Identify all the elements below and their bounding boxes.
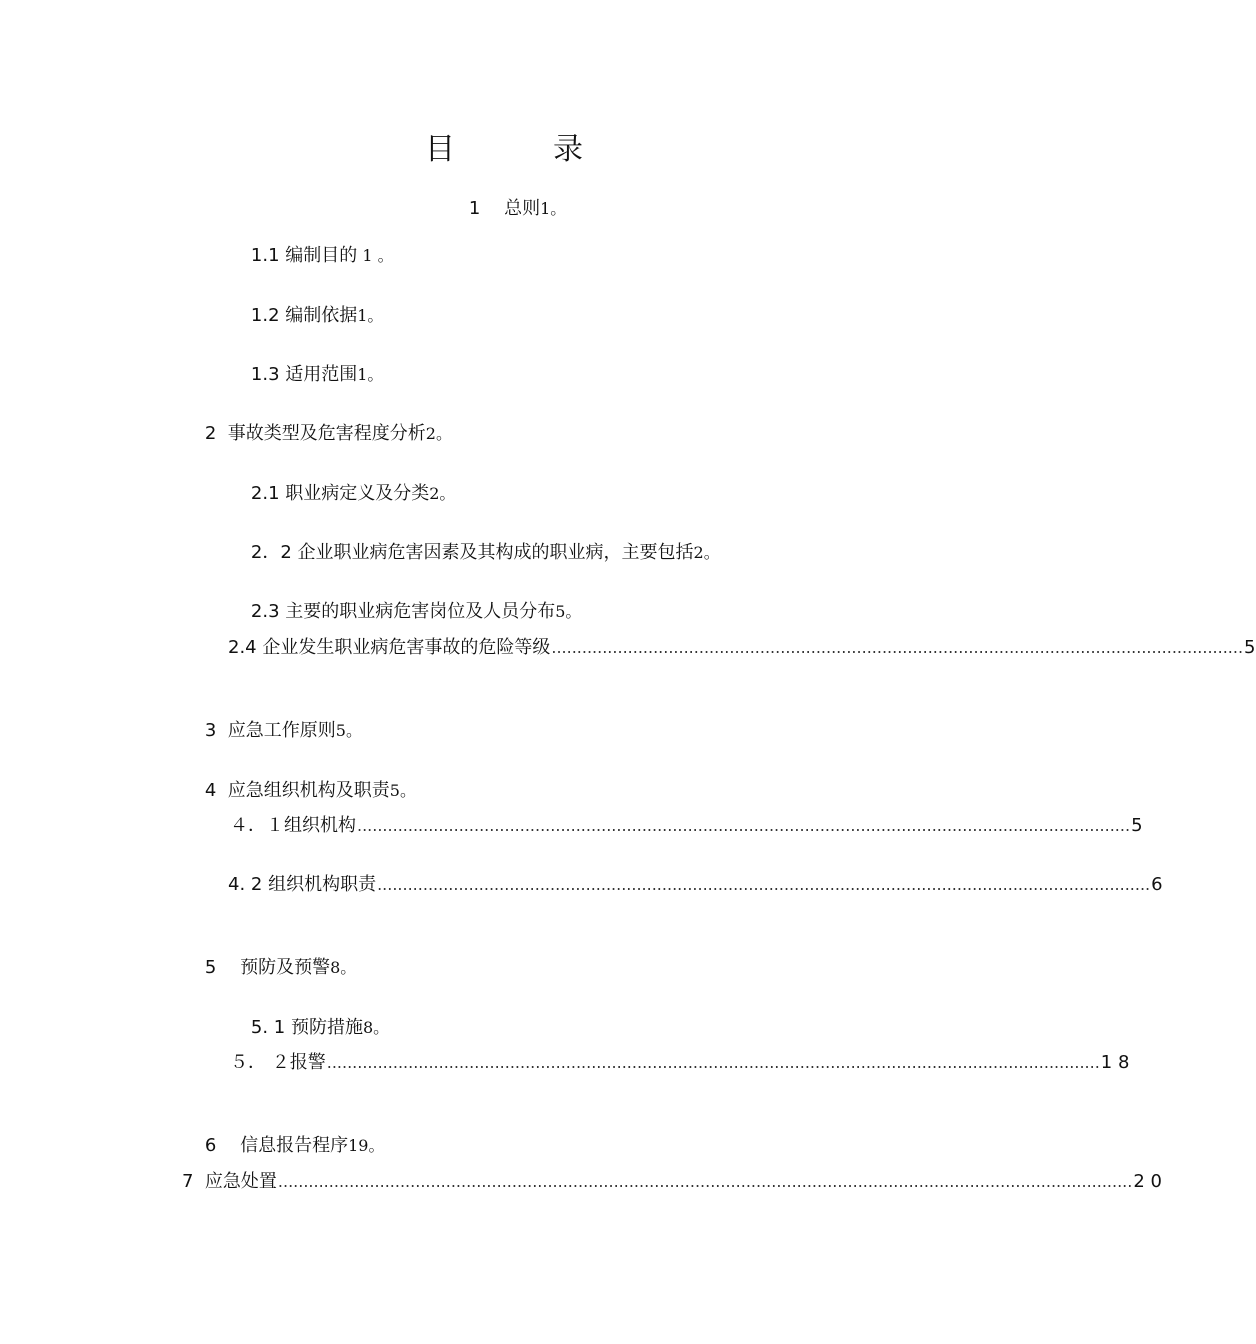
toc-entry-text: 1 总则: [468, 198, 541, 219]
toc-entry-text: ４．１组织机构: [230, 815, 356, 836]
dot-leader: ........................................................................................................................................: [551, 638, 1244, 657]
toc-entry-text: 6 信息报告程序: [204, 1135, 349, 1156]
toc-entry-page: 5。: [555, 602, 582, 621]
toc-entry-text: 1.3 适用范围: [250, 364, 358, 385]
toc-entry-1[interactable]: [446, 173, 566, 245]
toc-entry-page: 19。: [348, 1136, 385, 1155]
toc-entry-page: 5。: [335, 721, 362, 740]
toc-entry-text: 7 应急处置: [182, 1171, 277, 1192]
toc-entry-page: 2。: [425, 424, 452, 443]
toc-entry-text: 4. 2 组织机构职责: [228, 874, 377, 895]
dot-leader: ........................................................................................................................................................: [326, 1053, 1100, 1072]
toc-entry-4-2[interactable]: [228, 873, 1163, 897]
toc-entry-page: 8。: [330, 958, 357, 977]
toc-entry-page: 1 8: [1100, 1052, 1130, 1073]
toc-entry-page: 6: [1151, 874, 1163, 895]
toc-entry-page: 1。: [357, 306, 384, 325]
toc-entry-text: 1.1 编制目的: [250, 245, 358, 266]
toc-entry-page: 8。: [362, 1018, 390, 1037]
toc-entry-page: 2 0: [1133, 1171, 1162, 1192]
toc-entry-text: 2.3 主要的职业病危害岗位及人员分布: [250, 601, 556, 622]
toc-entry-text: 5. 1 预防措施: [250, 1017, 363, 1038]
toc-entry-text: 4 应急组织机构及职责: [204, 780, 390, 801]
toc-entry-text: 2.4 企业发生职业病危害事故的危险等级: [228, 637, 551, 658]
toc-entry-text: 5 预防及预警: [204, 957, 331, 978]
toc-entry-page: 5。: [389, 781, 416, 800]
toc-title: 目 录: [425, 132, 585, 167]
toc-entry-4-1[interactable]: [230, 814, 1143, 838]
toc-entry-2-4[interactable]: [228, 636, 1256, 660]
toc-entry-page: 1 。: [357, 246, 394, 265]
toc-entry-text: ５． ２报警: [230, 1052, 326, 1073]
dot-leader: ........................................................................................................................................................................: [277, 1172, 1133, 1191]
toc-entry-text: 1.2 编制依据: [250, 305, 358, 326]
toc-entry-text: 2.1 职业病定义及分类: [250, 483, 430, 504]
toc-entry-text: 3 应急工作原则: [204, 720, 336, 741]
dot-leader: ........................................................................................................................................................: [357, 816, 1131, 835]
toc-entry-7[interactable]: [182, 1170, 1162, 1194]
dot-leader: ........................................................................................................................................................: [377, 875, 1151, 894]
toc-entry-page: 1。: [540, 199, 567, 218]
toc-entry-page: 1。: [357, 365, 384, 384]
toc-entry-page: 5: [1131, 815, 1143, 836]
toc-entry-page: 5: [1244, 637, 1256, 658]
toc-entry-5-2[interactable]: [230, 1051, 1130, 1075]
toc-entry-text: 2 事故类型及危害程度分析: [204, 423, 426, 444]
toc-entry-page: 2。: [693, 543, 720, 562]
toc-entry-text: 2．2 企业职业病危害因素及其构成的职业病，主要包括: [250, 542, 694, 563]
toc-entry-page: 2。: [429, 484, 456, 503]
